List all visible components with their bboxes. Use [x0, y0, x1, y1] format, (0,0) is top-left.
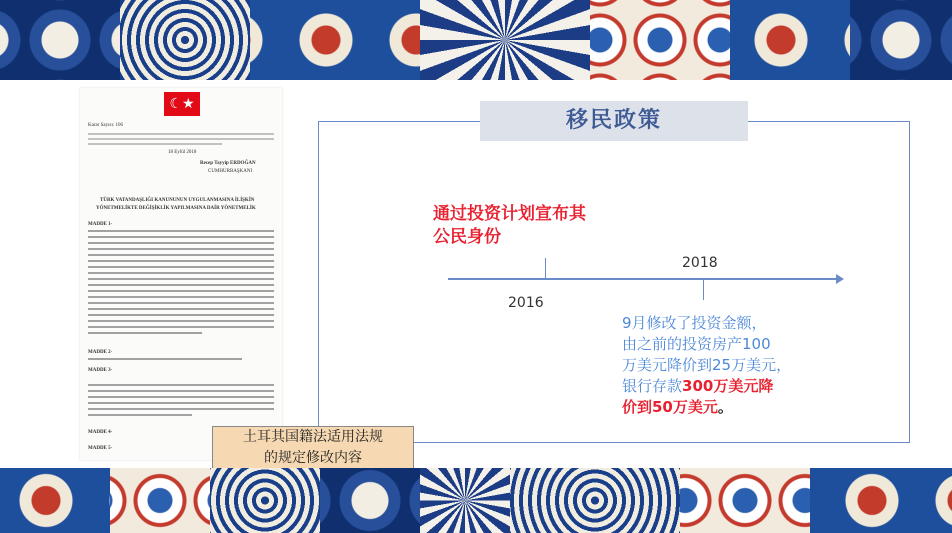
decree-document-image: [80, 88, 282, 460]
year-2018: 2018: [682, 255, 718, 271]
tile-pattern: [0, 468, 112, 533]
tile-pattern: [110, 468, 212, 533]
article-1-label: MADDE 1-: [88, 222, 113, 227]
headline-line: 通过投资计划宣布其: [433, 204, 586, 224]
frame-line: [909, 121, 910, 443]
tile-pattern: [120, 0, 252, 80]
policy-detail: [622, 313, 822, 418]
detail-line: 9月修改了投资金额，: [622, 314, 767, 332]
article-2-label: MADDE 2-: [88, 350, 113, 355]
tile-pattern: [0, 0, 122, 80]
headline: [433, 203, 613, 249]
decree-number: Karar Sayısı: 106: [88, 123, 123, 128]
headline-line: 公民身份: [433, 227, 501, 247]
tile-pattern: [320, 468, 422, 533]
tile-pattern: [730, 0, 852, 80]
detail-text: 。: [717, 398, 733, 416]
year-2016: 2016: [508, 295, 544, 311]
article-5-label: MADDE 5-: [88, 446, 113, 451]
detail-line: 由之前的投资房产100: [622, 335, 771, 353]
detail-line: 万美元降价到25万美元，: [622, 356, 792, 374]
tile-pattern: [210, 468, 322, 533]
tile-pattern: [250, 0, 422, 80]
decorative-tile-banner-top: [0, 0, 952, 80]
frame-line: [318, 121, 480, 122]
timeline-tick-2016: [545, 258, 546, 278]
detail-line: [622, 397, 822, 418]
slide-title: 移民政策: [480, 101, 748, 141]
signer-title: CUMHURBAŞKANI: [208, 169, 253, 174]
detail-text: 银行存款: [622, 377, 683, 395]
decorative-tile-banner-bottom: [0, 468, 952, 533]
decree-heading-line2: YÖNETMELİKTE DEĞİŞİKLİK YAPILMASINA DAİR YÖNETMELİK: [96, 206, 256, 211]
tile-pattern: [420, 0, 592, 80]
document-caption: [212, 426, 414, 471]
turkish-flag-icon: ☾★: [164, 92, 200, 116]
tile-pattern: [810, 468, 952, 533]
caption-line: 土耳其国籍法适用法规: [243, 429, 383, 445]
frame-line: [318, 121, 319, 443]
tile-pattern: [510, 468, 682, 533]
article-3-label: MADDE 3-: [88, 368, 113, 373]
decree-date: 18 Eylül 2018: [168, 150, 197, 155]
tile-pattern: [420, 468, 512, 533]
timeline-tick-2018: [703, 280, 704, 300]
timeline-arrow: [448, 278, 838, 280]
frame-line: [748, 121, 910, 122]
tile-pattern: [680, 468, 812, 533]
detail-highlight: 价到50万美元: [622, 398, 718, 416]
article-4-label: MADDE 4-: [88, 430, 113, 435]
caption-line: 的规定修改内容: [264, 450, 362, 466]
signer-name: Recep Tayyip ERDOĞAN: [200, 161, 256, 166]
detail-line: [622, 376, 822, 397]
decree-heading-line1: TÜRK VATANDAŞLIĞI KANUNUNUN UYGULANMASINA İLİŞKİN: [100, 198, 255, 203]
tile-pattern: [850, 0, 952, 80]
tile-pattern: [590, 0, 732, 80]
detail-highlight: 300万美元降: [682, 377, 774, 395]
